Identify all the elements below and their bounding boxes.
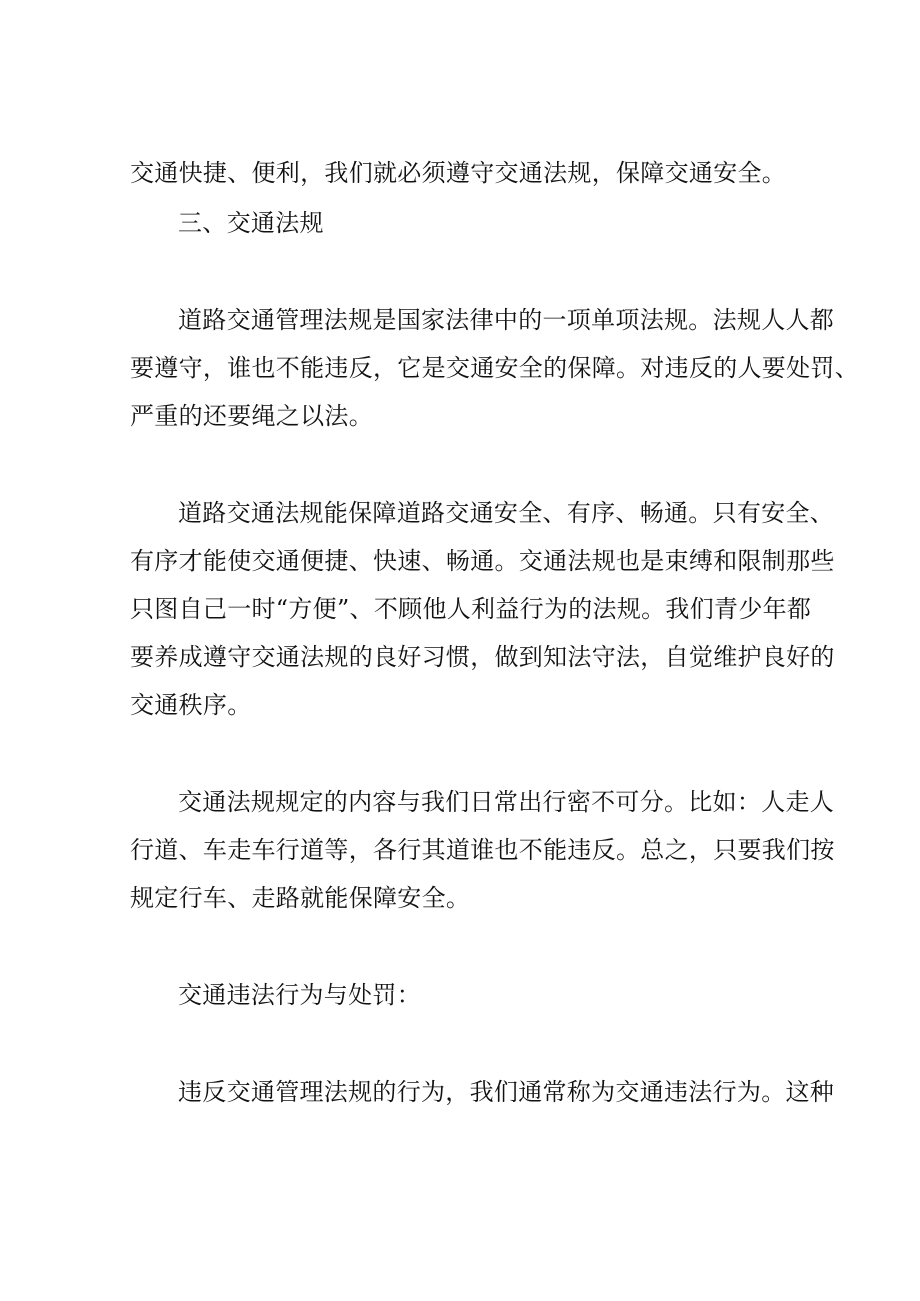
subheading: 交通违法行为与处罚： <box>178 981 421 1009</box>
text-line: 严重的还要绳之以法。 <box>130 402 373 430</box>
section-heading: 三、交通法规 <box>178 209 324 237</box>
text-line: 交通法规规定的内容与我们日常出行密不可分。比如：人走人 <box>178 788 835 816</box>
text-line: 违反交通管理法规的行为，我们通常称为交通违法行为。这种 <box>178 1078 835 1106</box>
text-line: 交通秩序。 <box>130 691 252 719</box>
text-line: 有序才能使交通便捷、快速、畅通。交通法规也是束缚和限制那些 <box>130 547 835 575</box>
text-line: 交通快捷、便利，我们就必须遵守交通法规，保障交通安全。 <box>130 159 787 187</box>
text-line: 要养成遵守交通法规的良好习惯，做到知法守法，自觉维护良好的 <box>130 643 835 671</box>
text-line: 规定行车、走路就能保障安全。 <box>130 884 471 912</box>
text-line: 道路交通管理法规是国家法律中的一项单项法规。法规人人都 <box>178 306 835 334</box>
text-line: 要遵守，谁也不能违反，它是交通安全的保障。对违反的人要处罚、 <box>130 354 859 382</box>
text-line: 只图自己一时“方便”、不顾他人利益行为的法规。我们青少年都 <box>130 595 812 623</box>
text-line: 道路交通法规能保障道路交通安全、有序、畅通。只有安全、 <box>178 499 835 527</box>
text-line: 行道、车走车行道等，各行其道谁也不能违反。总之，只要我们按 <box>130 836 835 864</box>
